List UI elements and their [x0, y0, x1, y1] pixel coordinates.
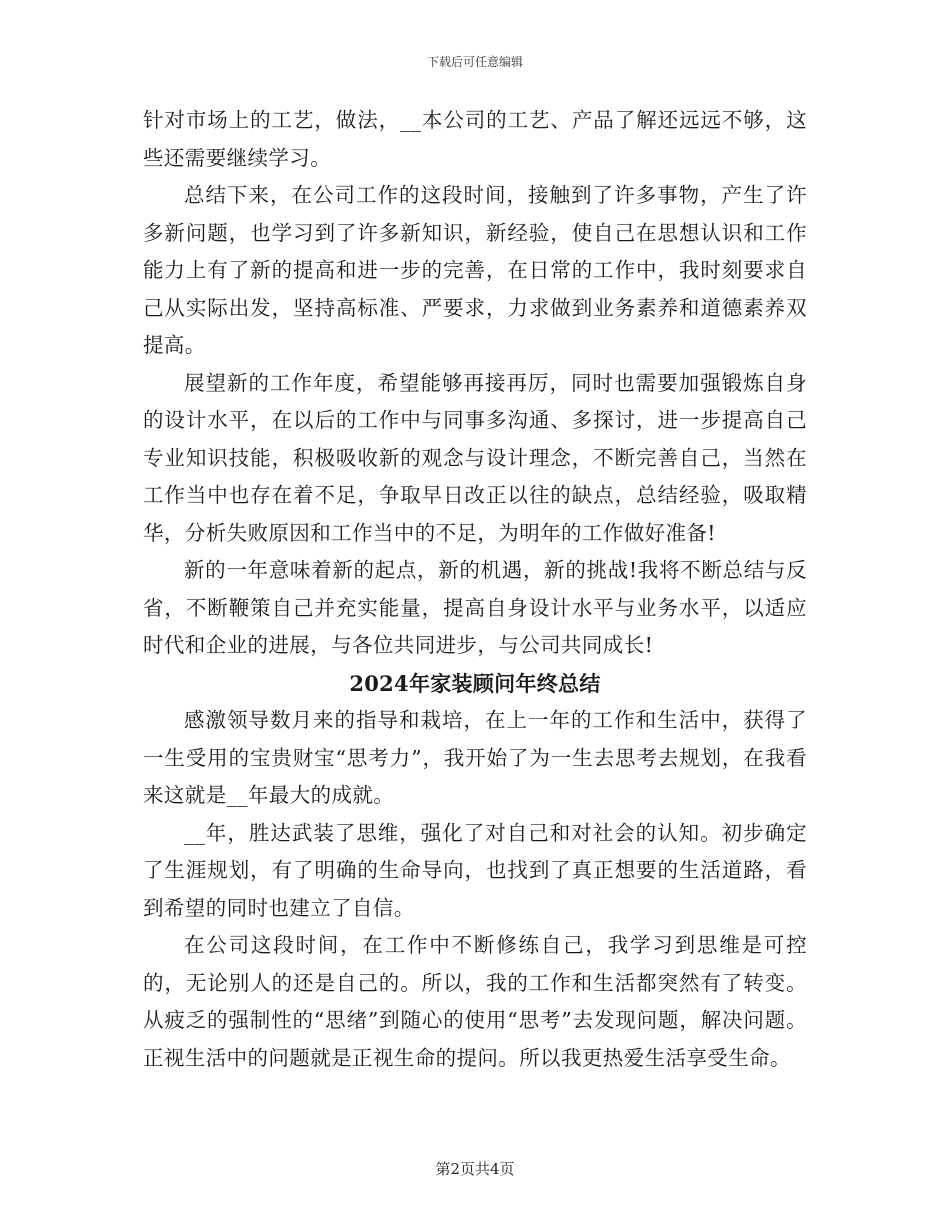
page-number: 第2页共4页 [435, 1160, 515, 1178]
paragraph-summary: 总结下来，在公司工作的这段时间，接触到了许多事物，产生了许多新问题，也学习到了许多新知识，新经验，使自己在思想认识和工作能力上有了新的提高和进一步的完善，在日常的工作中，我时刻要求自己从实际出发，坚持高标准、严要求，力求做到业务素养和道德素养双提高。 [143, 183, 807, 357]
paragraph-continuation: 针对市场上的工艺，做法，__本公司的工艺、产品了解还远远不够，这些还需要继续学习。 [143, 108, 807, 170]
page-header: 下载后可任意编辑 [426, 55, 523, 69]
section-paragraph-thinking: __年，胜达武装了思维，强化了对自己和对社会的认知。初步确定了生涯规划，有了明确的生命导向，也找到了真正想要的生活道路，看到希望的同时也建立了自信。 [143, 820, 807, 920]
document-body [143, 102, 807, 1077]
section-paragraph-gratitude: 感激领导数月来的指导和栽培，在上一年的工作和生活中，获得了一生受用的宝贵财宝“思考力”，我开始了为一生去思考去规划，在我看来这就是__年最大的成就。 [143, 708, 807, 807]
paragraph-outlook: 展望新的工作年度，希望能够再接再厉，同时也需要加强锻炼自身的设计水平，在以后的工作中与同事多沟通、多探讨，进一步提高自己专业知识技能，积极吸收新的观念与设计理念，不断完善自己，当然在工作当中也存在着不足，争取早日改正以往的缺点，总结经验，吸取精华，分析失败原因和工作当中的不足，为明年的工作做好准备! [143, 370, 807, 545]
section-paragraph-growth: 在公司这段时间，在工作中不断修练自己，我学习到思维是可控的，无论别人的还是自己的。所以，我的工作和生活都突然有了转变。从疲乏的强制性的“思绪”到随心的使用“思考”去发现问题，解决问题。正视生活中的问题就是正视生命的提问。所以我更热爱生活享受生命。 [143, 933, 807, 1070]
section-title: 2024年家装顾问年终总结 [349, 670, 601, 696]
paragraph-new-year: 新的一年意味着新的起点，新的机遇，新的挑战!我将不断总结与反省，不断鞭策自己并充实能量，提高自身设计水平与业务水平，以适应时代和企业的进展，与各位共同进步，与公司共同成长! [143, 558, 807, 657]
